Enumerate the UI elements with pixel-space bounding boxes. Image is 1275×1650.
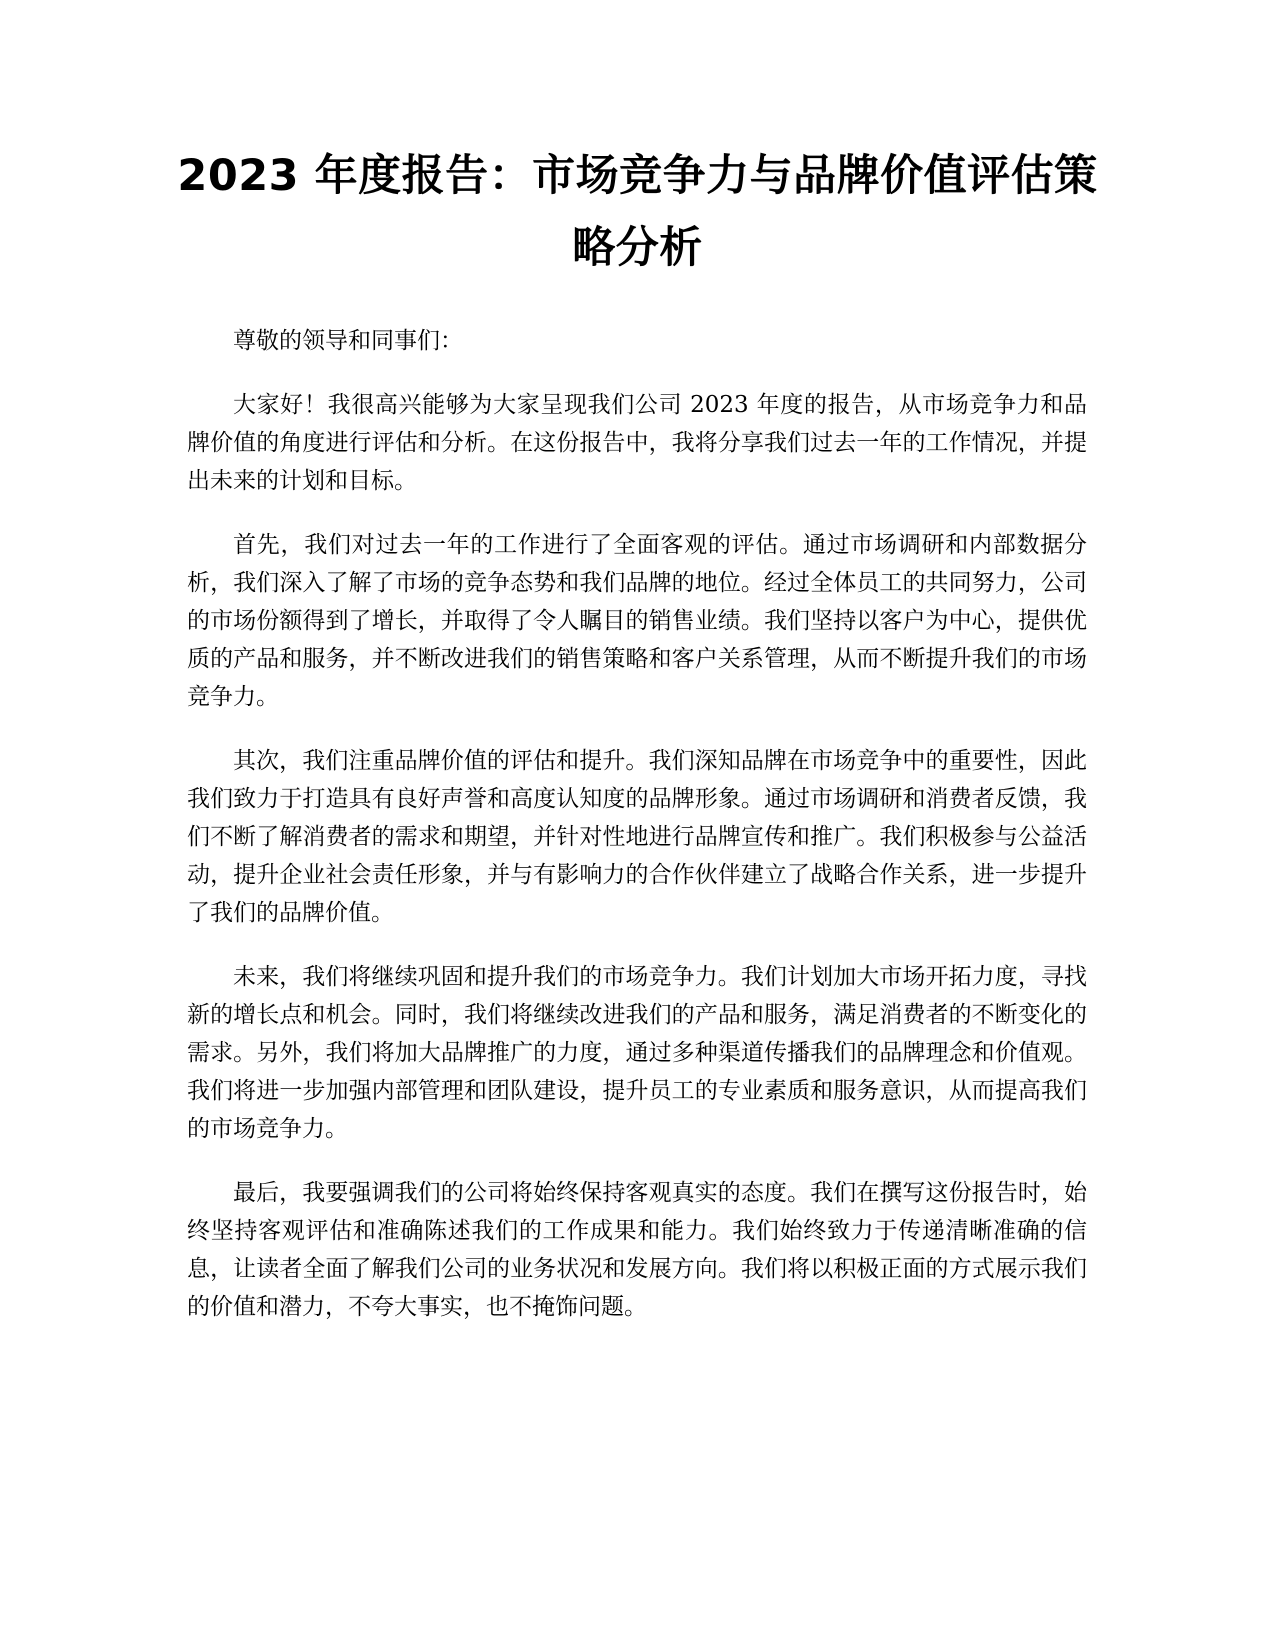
salutation-paragraph: 尊敬的领导和同事们： [233, 328, 463, 354]
future-plan-paragraph: 未来，我们将继续巩固和提升我们的市场竞争力。我们计划加大市场开拓力度，寻找新的增长点和机会。同时，我们将继续改进我们的产品和服务，满足消费者的不断变化的需求。另外，我们将加大品牌推广的力度，通过多种渠道传播我们的品牌理念和价值观。我们将进一步加强内部管理和团队建设，提升员工的专业素质和服务意识，从而提高我们的市场竞争力。 [187, 964, 1087, 1142]
brand-value-paragraph: 其次，我们注重品牌价值的评估和提升。我们深知品牌在市场竞争中的重要性，因此我们致力于打造具有良好声誉和高度认知度的品牌形象。通过市场调研和消费者反馈，我们不断了解消费者的需求和期望，并针对性地进行品牌宣传和推广。我们积极参与公益活动，提升企业社会责任形象，并与有影响力的合作伙伴建立了战略合作关系，进一步提升了我们的品牌价值。 [187, 748, 1087, 926]
document-title: 2023 年度报告：市场竞争力与品牌价值评估策略分析 [177, 151, 1098, 273]
closing-paragraph: 最后，我要强调我们的公司将始终保持客观真实的态度。我们在撰写这份报告时，始终坚持客观评估和准确陈述我们的工作成果和能力。我们始终致力于传递清晰准确的信息，让读者全面了解我们公司的业务状况和发展方向。我们将以积极正面的方式展示我们的价值和潜力，不夸大事实，也不掩饰问题。 [187, 1180, 1087, 1320]
document-body [187, 322, 1087, 1352]
review-paragraph: 首先，我们对过去一年的工作进行了全面客观的评估。通过市场调研和内部数据分析，我们深入了解了市场的竞争态势和我们品牌的地位。经过全体员工的共同努力，公司的市场份额得到了增长，并取得了令人瞩目的销售业绩。我们坚持以客户为中心，提供优质的产品和服务，并不断改进我们的销售策略和客户关系管理，从而不断提升我们的市场竞争力。 [187, 532, 1087, 710]
intro-paragraph: 大家好！我很高兴能够为大家呈现我们公司 2023 年度的报告，从市场竞争力和品牌价值的角度进行评估和分析。在这份报告中，我将分享我们过去一年的工作情况，并提出未来的计划和目标。 [187, 392, 1087, 494]
